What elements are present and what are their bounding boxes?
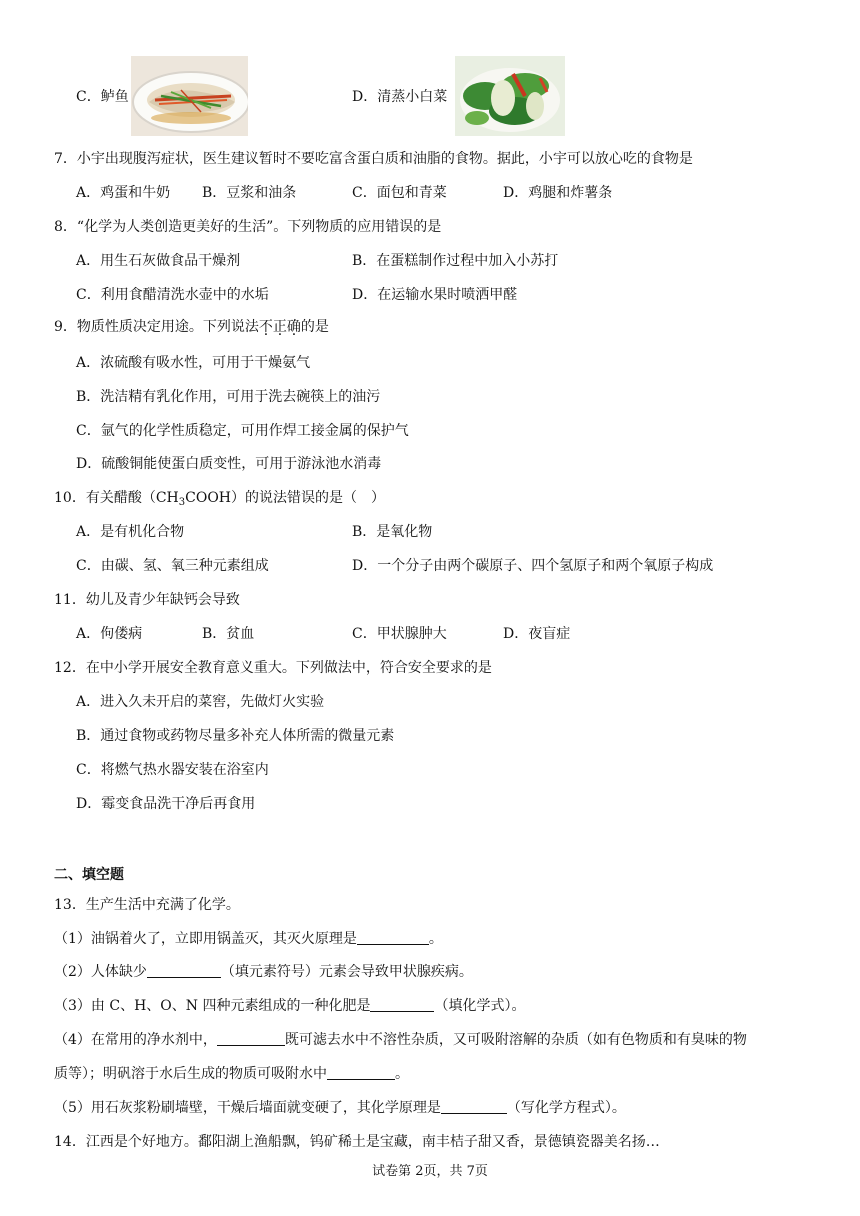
q13-part2-post: （填元素符号）元素会导致甲状腺疾病。 (220, 964, 473, 980)
q11-option-a: A．佝偻病 (76, 626, 143, 642)
q7-option-a: A．鸡蛋和牛奶 (76, 185, 171, 201)
q10-stem-subscript: 3 (178, 497, 186, 508)
q10-option-a: A．是有机化合物 (76, 524, 185, 540)
q13-part4-post: 既可滤去水中不溶性杂质，又可吸附溶解的杂质（如有色物质和有臭味的物 (284, 1032, 747, 1048)
q12-option-d: D．霉变食品洗干净后再食用 (76, 796, 256, 812)
q13-stem: 13．生产生活中充满了化学。 (54, 897, 240, 913)
page-footer: 试卷第 2页，共 7页 (372, 1164, 488, 1179)
section-title: 二、填空题 (54, 867, 124, 883)
q13-part1-post: 。 (428, 931, 443, 947)
q8-option-d: D．在运输水果时喷洒甲醛 (352, 287, 518, 303)
q13-part4-line2-pre: 质等）；明矾溶于水后生成的物质可吸附水中 (54, 1066, 327, 1082)
q7-option-c: C．面包和青菜 (352, 185, 447, 201)
steamed-fish-photo-icon (131, 56, 248, 136)
q13-part1 (54, 930, 443, 948)
q8-stem: 8．“化学为人类创造更美好的生活”。下列物质的应用错误的是 (54, 219, 442, 235)
q7-stem: 7．小宇出现腹泻症状，医生建议暂时不要吃富含蛋白质和油脂的食物。据此，小宇可以放心吃的食物是 (54, 151, 693, 167)
q13-part5 (54, 1099, 626, 1117)
q10-option-b: B．是氧化物 (352, 524, 433, 540)
q13-part2-blank[interactable] (147, 963, 221, 978)
q13-part4-blank-1[interactable] (217, 1031, 285, 1046)
q10-stem (54, 489, 385, 512)
q9-stem-pre: 9．物质性质决定用途。下列说法 (54, 319, 259, 335)
q11-option-c: C．甲状腺肿大 (352, 626, 447, 642)
q8-option-b: B．在蛋糕制作过程中加入小苏打 (352, 253, 559, 269)
q13-part4-line2 (54, 1065, 409, 1083)
q6-option-c: C．鲈鱼 (76, 89, 129, 105)
q10-stem-pre: 10．有关醋酸（CH (54, 490, 179, 506)
q12-stem: 12．在中小学开展安全教育意义重大。下列做法中，符合安全要求的是 (54, 660, 492, 676)
q7-option-b: B．豆浆和油条 (202, 185, 297, 201)
q13-part2-pre: （2）人体缺少 (54, 964, 147, 980)
q13-part1-pre: （1）油锅着火了，立即用锅盖灭，其灭火原理是 (54, 931, 357, 947)
q8-option-c: C．利用食醋清洗水壶中的水垢 (76, 287, 269, 303)
q13-part4-blank-2[interactable] (327, 1065, 395, 1080)
q13-part4-line2-post: 。 (395, 1066, 409, 1082)
q9-stem (54, 318, 329, 336)
q13-part4-pre: （4）在常用的净水剂中， (54, 1032, 217, 1048)
q13-part3-post: （填化学式）。 (434, 998, 526, 1014)
q9-option-b: B．洗洁精有乳化作用，可用于洗去碗筷上的油污 (76, 389, 381, 405)
q13-part3-blank[interactable] (370, 997, 434, 1012)
q12-option-a: A．进入久未开启的菜窖，先做灯火实验 (76, 694, 325, 710)
q13-part5-post: （写化学方程式）。 (506, 1100, 626, 1116)
q11-stem: 11．幼儿及青少年缺钙会导致 (54, 592, 240, 608)
q8-option-a: A．用生石灰做食品干燥剂 (76, 253, 241, 269)
q12-option-c: C．将燃气热水器安装在浴室内 (76, 762, 269, 778)
q13-part1-blank[interactable] (357, 930, 429, 945)
q9-option-a: A．浓硫酸有吸水性，可用于干燥氨气 (76, 355, 311, 371)
q10-stem-post: COOH）的说法错误的是（ ） (185, 490, 386, 506)
q11-option-b: B．贫血 (202, 626, 255, 642)
q9-option-d: D．硫酸铜能使蛋白质变性，可用于游泳池水消毒 (76, 456, 382, 472)
q13-part3-pre: （3）由 C、H、O、N 四种元素组成的一种化肥是 (54, 998, 371, 1014)
q13-part2 (54, 963, 473, 981)
q9-stem-post: 的是 (300, 319, 329, 335)
steamed-cabbage-photo-icon (455, 56, 565, 136)
q13-part5-blank[interactable] (441, 1099, 507, 1114)
q11-option-d: D．夜盲症 (503, 626, 571, 642)
q9-stem-emphasis-2: 正 (272, 319, 287, 335)
q13-part5-pre: （5）用石灰浆粉刷墙壁，干燥后墙面就变硬了，其化学原理是 (54, 1100, 441, 1116)
q6-option-d: D．清蒸小白菜 (352, 89, 448, 105)
q9-stem-emphasis-1: 不 (258, 319, 273, 335)
q12-option-b: B．通过食物或药物尽量多补充人体所需的微量元素 (76, 728, 395, 744)
q13-part3 (54, 997, 525, 1015)
q10-option-d: D．一个分子由两个碳原子、四个氢原子和两个氧原子构成 (352, 558, 714, 574)
q7-option-d: D．鸡腿和炸薯条 (503, 185, 613, 201)
q13-part4 (54, 1031, 747, 1049)
q10-option-c: C．由碳、氢、氧三种元素组成 (76, 558, 269, 574)
q9-option-c: C．氩气的化学性质稳定，可用作焊工接金属的保护气 (76, 423, 409, 439)
q9-stem-emphasis-3: 确 (286, 319, 301, 335)
q14-stem: 14．江西是个好地方。鄱阳湖上渔船飘，钨矿稀土是宝藏，南丰桔子甜又香，景德镇瓷器美名扬… (54, 1134, 660, 1150)
